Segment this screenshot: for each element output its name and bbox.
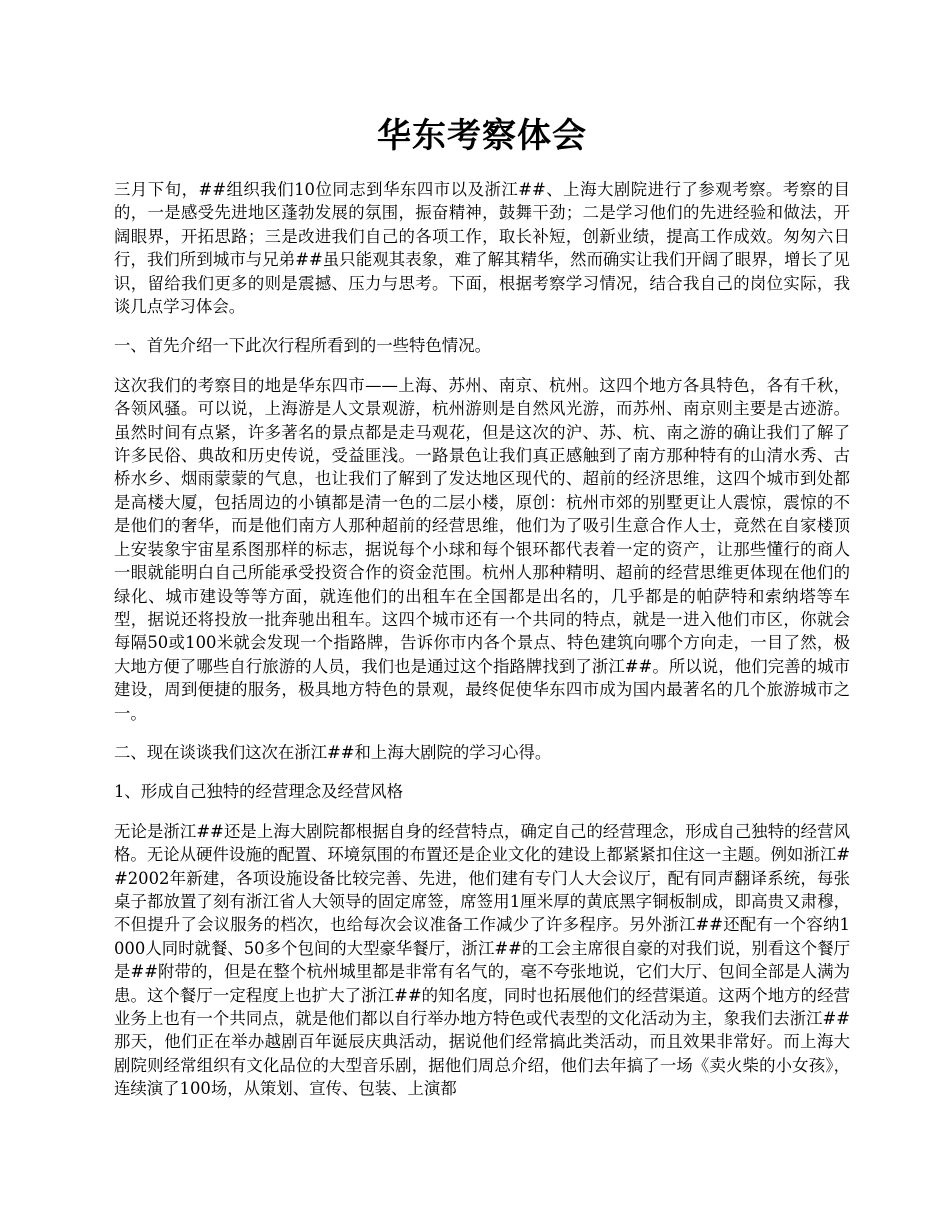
- business-paragraph: 无论是浙江##还是上海大剧院都根据自身的经营特点，确定自己的经营理念，形成自己独特的经营风格。无论从硬件设施的配置、环境氛围的布置还是企业文化的建设上都紧紧扣住这一主题。例如浙江##2002年新建，各项设施设备比较完善、先进，他们建有专门人大会议厅，配有同声翻译系统，每张桌子都放置了刻有浙江省人大领导的固定席签，席签用1厘米厚的黄底黑字铜板制成，即高贵又肃穆，不但提升了会议服务的档次，也给每次会议准备工作减少了许多程序。另外浙江##还配有一个容纳1000人同时就餐、50多个包间的大型豪华餐厅，浙江##的工会主席很自豪的对我们说，别看这个餐厅是##附带的，但是在整个杭州城里都是非常有名气的，毫不夸张地说，它们大厅、包间全部是人满为患。这个餐厅一定程度上也扩大了浙江##的知名度，同时也拓展他们的经营渠道。这两个地方的经营业务上也有一个共同点，就是他们都以自行举办地方特色或代表型的文化活动为主，象我们去浙江##那天，他们正在举办越剧百年诞辰庆典活动，据说他们经常搞此类活动，而且效果非常好。而上海大剧院则经常组织有文化品位的大型音乐剧，据他们周总介绍，他们去年搞了一场《卖火柴的小女孩》，连续演了100场，从策划、宣传、包装、上演都: [114, 821, 850, 1099]
- intro-paragraph: 三月下旬，##组织我们10位同志到华东四市以及浙江##、上海大剧院进行了参观考察。考察的目的，一是感受先进地区蓬勃发展的氛围，振奋精神，鼓舞干劲；二是学习他们的先进经验和做法，开阔眼界，开拓思路；三是改进我们自己的各项工作，取长补短，创新业绩，提高工作成效。匆匆六日行，我们所到城市与兄弟##虽只能观其表象，难了解其精华，然而确实让我们开阔了眼界，增长了见识，留给我们更多的则是震撼、压力与思考。下面，根据考察学习情况，结合我自己的岗位实际，我谈几点学习体会。: [114, 180, 850, 317]
- document-page: [114, 112, 850, 1117]
- subsection-heading: 1、形成自己独特的经营理念及经营风格: [114, 782, 404, 802]
- document-title: 华东考察体会: [377, 116, 587, 156]
- section-two-heading: 二、现在谈谈我们这次在浙江##和上海大剧院的学习心得。: [114, 742, 552, 762]
- travel-paragraph: 这次我们的考察目的地是华东四市——上海、苏州、南京、杭州。这四个地方各具特色，各有千秋，各领风骚。可以说，上海游是人文景观游，杭州游则是自然风光游，而苏州、南京则主要是古迹游。虽然时间有点紧，许多著名的景点都是走马观花，但是这次的沪、苏、杭、南之游的确让我们了解了许多民俗、典故和历史传说，受益匪浅。一路景色让我们真正感触到了南方那种特有的山清水秀、古桥水乡、烟雨蒙蒙的气息，也让我们了解到了发达地区现代的、超前的经济思维，这四个城市到处都是高楼大厦，包括周边的小镇都是清一色的二层小楼，原创：杭州市郊的别墅更让人震惊，震惊的不是他们的奢华，而是他们南方人那种超前的经营思维，他们为了吸引生意合作人士，竟然在自家楼顶上安装象宇宙星系图那样的标志，据说每个小球和每个银环都代表着一定的资产，让那些懂行的商人一眼就能明白自己所能承受投资合作的资金范围。杭州人那种精明、超前的经营思维更体现在他们的绿化、城市建设等等方面，就连他们的出租车在全国都是出名的，几乎都是的帕萨特和索纳塔等车型，据说还将投放一批奔驰出租车。这四个城市还有一个共同的特点，就是一进入他们市区，你就会每隔50或100米就会发现一个指路牌，告诉你市内各个景点、特色建筑向哪个方向走，一目了然，极大地方便了哪些自行旅游的人员，我们也是通过这个指路牌找到了浙江##。所以说，他们完善的城市建设，周到便捷的服务，极具地方特色的景观，最终促使华东四市成为国内最著名的几个旅游城市之一。: [114, 375, 850, 723]
- section-one-heading: 一、首先介绍一下此次行程所看到的一些特色情况。: [114, 336, 491, 356]
